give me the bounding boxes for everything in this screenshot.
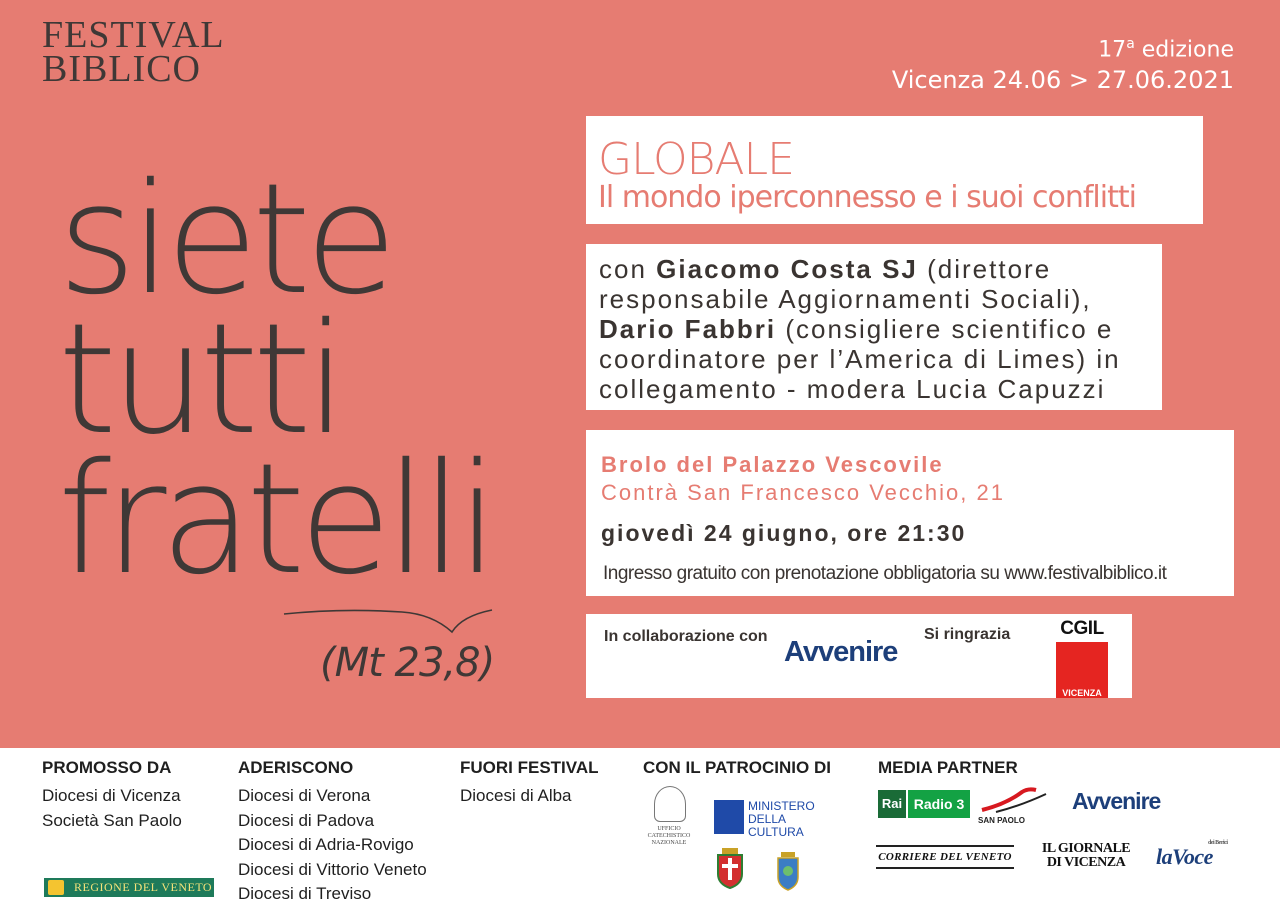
entry-note: Ingresso gratuito con prenotazione obbligatoria su www.festivalbiblico.it (603, 563, 1167, 584)
column-heading: PROMOSSO DA (42, 758, 172, 777)
giornale-vicenza-logo: IL GIORNALE DI VICENZA (1041, 841, 1131, 870)
speaker-name: Dario Fabbri (599, 314, 777, 344)
speaker-name: Giacomo Costa SJ (656, 254, 918, 284)
venue-name: Brolo del Palazzo Vescovile (601, 452, 944, 477)
sponsors-footer: PROMOSSO DA Diocesi di Vicenza Società San Paolo REGIONE DEL VENETO ADERISCONO Diocesi di Verona Diocesi di Padova Diocesi di Adria-Rovigo Diocesi di Vittorio Veneto Diocesi di Treviso FUORI FESTIVAL Diocesi di Alba CON IL PATROCINIO DI UFFICIO CATECHISTICO NAZIONALE MINISTERO DELLA CULTURA MEDIA PARTNER Rai Radio 3 SAN PAOLO Avvenire CORRIERE DEL VENETO IL GIORNALE DI VICENZA laVoce dei Berici (0, 748, 1280, 909)
mic-icon (714, 800, 744, 834)
festival-logo (42, 14, 225, 90)
san-paolo-logo: SAN PAOLO (976, 784, 1050, 828)
venue-box (586, 430, 1234, 596)
list-item: Diocesi di Vicenza (42, 786, 181, 805)
theme-line: tutti (58, 291, 342, 469)
edition-dates: Vicenza 24.06 > 27.06.2021 (891, 66, 1234, 95)
cross-icon (654, 786, 686, 822)
venue-address: Contrà San Francesco Vecchio, 21 (601, 480, 1005, 505)
event-subtitle: Il mondo iperconnesso e i suoi conflitti (598, 180, 1136, 215)
logo-line2: BIBLICO (42, 48, 201, 90)
list-item: Diocesi di Verona (238, 786, 371, 805)
column-heading: CON IL PATROCINIO DI (643, 758, 831, 777)
theme-line: siete (58, 151, 392, 329)
avvenire-logo: Avvenire (1072, 788, 1161, 814)
ufficio-catechistico-logo: UFFICIO CATECHISTICO NAZIONALE (644, 784, 694, 852)
fuori-festival-column (460, 758, 599, 809)
lion-icon (48, 880, 64, 895)
speakers-box (586, 244, 1162, 410)
thanks-label: Si ringrazia (924, 626, 1011, 643)
event-title: GLOBALE (598, 134, 794, 185)
speakers-text: con Giacomo Costa SJ (direttore responsabile Aggiornamenti Sociali), Dario Fabbri (consigliere scientifico e coordinatore per l’America di Limes) in collegamento - modera Lucia Capuzzi (599, 254, 1121, 404)
media-partner-column (878, 758, 1018, 784)
list-item: Diocesi di Padova (238, 810, 375, 830)
column-heading: MEDIA PARTNER (878, 758, 1018, 777)
collaboration-box (586, 614, 1132, 698)
theme-title (58, 151, 493, 609)
corriere-veneto-logo: CORRIERE DEL VENETO (876, 845, 1014, 869)
theme-line: fratelli (58, 431, 493, 609)
bible-reference: (Mt 23,8) (320, 640, 495, 686)
provincia-crest-icon (775, 851, 801, 891)
event-title-box (586, 116, 1203, 224)
rai-radio3-logo: Rai Radio 3 (878, 790, 970, 818)
promosso-column (42, 758, 182, 833)
collab-label: In collaborazione con (604, 628, 768, 645)
event-datetime: giovedì 24 giugno, ore 21:30 (601, 520, 967, 546)
column-heading: ADERISCONO (238, 758, 354, 777)
avvenire-logo: Avvenire (784, 636, 898, 668)
regione-veneto-logo: REGIONE DEL VENETO (44, 878, 214, 897)
edition-info (892, 30, 1234, 96)
la-voce-logo: laVoce dei Berici (1156, 840, 1228, 869)
aderiscono-column (238, 758, 427, 907)
edition-number: 17$^a$ edizione (1098, 36, 1234, 63)
list-item: Società San Paolo (42, 810, 182, 830)
patrocinio-column (643, 758, 831, 784)
list-item: Diocesi di Alba (460, 786, 572, 805)
list-item: Diocesi di Vittorio Veneto (238, 859, 427, 879)
column-heading: FUORI FESTIVAL (460, 758, 599, 777)
list-item: Diocesi di Adria-Rovigo (238, 835, 414, 854)
logo-line1: FESTIVAL (42, 14, 225, 56)
cgil-logo: CGIL VICENZA (1054, 618, 1110, 696)
swirl-ornament (282, 606, 496, 636)
comune-crest-icon (713, 846, 747, 890)
list-item: Diocesi di Treviso (238, 884, 372, 903)
